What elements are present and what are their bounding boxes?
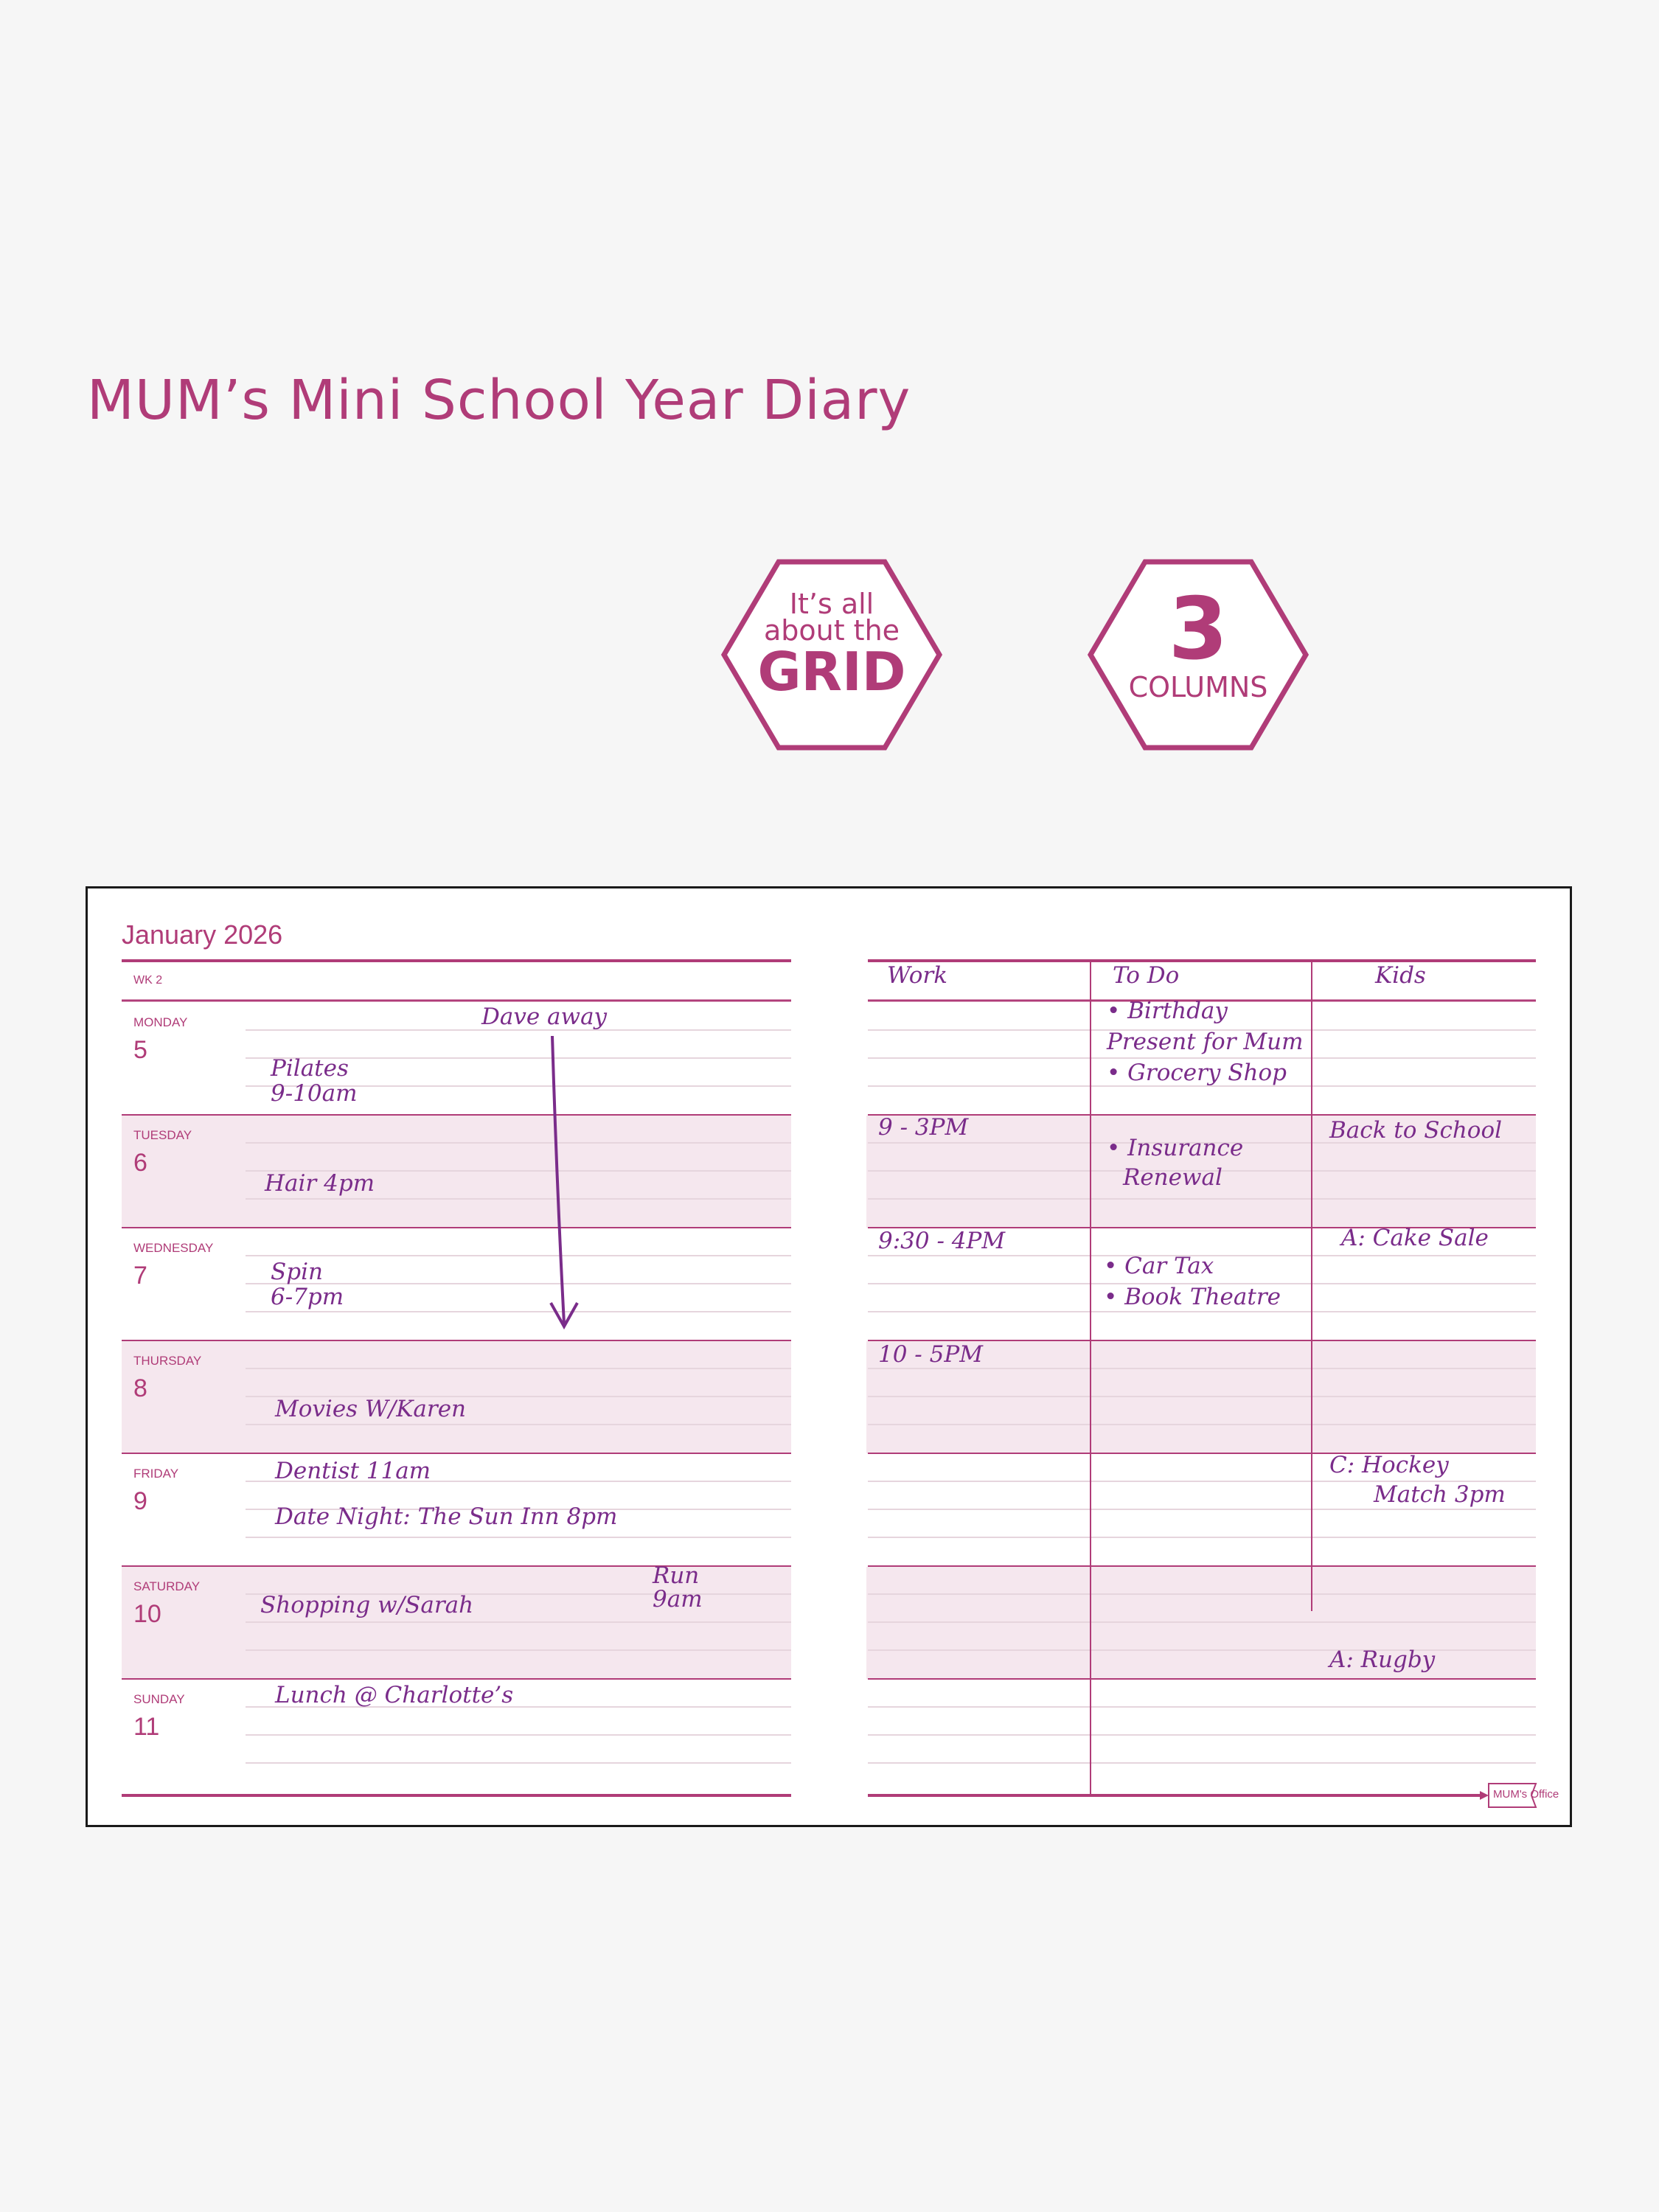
grid-badge-line2: about the — [763, 614, 900, 647]
work-wednesday: 9:30 - 4PM — [878, 1228, 1006, 1254]
todo-present: Present for Mum — [1107, 1029, 1304, 1055]
office-tag: MUM's Office — [1493, 1788, 1559, 1801]
column-header-work: Work — [887, 962, 948, 989]
day-name: WEDNESDAY — [133, 1241, 214, 1255]
note-movies: Movies W/Karen — [275, 1396, 467, 1422]
note-dave-away: Dave away — [481, 1004, 608, 1030]
column-header-todo: To Do — [1113, 962, 1180, 989]
kids-hockey-time: Match 3pm — [1374, 1481, 1506, 1508]
work-tuesday: 9 - 3PM — [878, 1114, 969, 1141]
day-name: TUESDAY — [133, 1128, 192, 1142]
todo-grocery: • Grocery Shop — [1107, 1060, 1287, 1086]
note-run: Run — [653, 1562, 700, 1589]
note-date-night: Date Night: The Sun Inn 8pm — [275, 1503, 618, 1530]
kids-hockey: C: Hockey — [1329, 1452, 1449, 1478]
day-name: FRIDAY — [133, 1467, 179, 1481]
kids-back-to-school: Back to School — [1329, 1117, 1503, 1144]
note-pilates-time: 9-10am — [271, 1080, 358, 1107]
grid-badge-line1: It’s all — [789, 588, 874, 620]
column-header-kids: Kids — [1375, 962, 1426, 989]
work-thursday: 10 - 5PM — [878, 1341, 983, 1368]
todo-renewal: Renewal — [1123, 1164, 1222, 1191]
note-run-time: 9am — [653, 1586, 703, 1613]
grid-badge-line3: GRID — [757, 641, 906, 703]
day-name: MONDAY — [133, 1015, 188, 1029]
day-date: 6 — [133, 1149, 147, 1177]
note-pilates: Pilates — [271, 1055, 349, 1082]
todo-car-tax: • Car Tax — [1104, 1253, 1214, 1279]
day-date: 11 — [133, 1713, 160, 1741]
note-spin-time: 6-7pm — [271, 1284, 344, 1310]
day-date: 8 — [133, 1374, 147, 1402]
todo-book-theatre: • Book Theatre — [1104, 1284, 1281, 1310]
note-hair: Hair 4pm — [265, 1170, 375, 1197]
note-lunch: Lunch @ Charlotte’s — [275, 1682, 514, 1708]
kids-cake-sale: A: Cake Sale — [1341, 1225, 1489, 1251]
month-title: January 2026 — [122, 919, 283, 950]
day-date: 5 — [133, 1036, 147, 1064]
week-label: WK 2 — [133, 974, 163, 987]
day-date: 7 — [133, 1262, 147, 1290]
grid-badge — [721, 559, 942, 751]
note-spin: Spin — [271, 1259, 323, 1285]
day-date: 9 — [133, 1487, 147, 1515]
columns-badge-label: COLUMNS — [1128, 671, 1268, 703]
columns-badge — [1088, 559, 1309, 751]
day-name: SUNDAY — [133, 1692, 185, 1706]
todo-birthday: • Birthday — [1107, 998, 1228, 1024]
day-name: SATURDAY — [133, 1579, 201, 1593]
todo-insurance: • Insurance — [1107, 1135, 1244, 1161]
day-name: THURSDAY — [133, 1354, 202, 1368]
diary-spread — [86, 886, 1572, 1827]
note-shopping: Shopping w/Sarah — [260, 1592, 474, 1618]
columns-badge-number: 3 — [1168, 580, 1228, 679]
page-title: MUM’s Mini School Year Diary — [87, 369, 911, 432]
note-dentist: Dentist 11am — [275, 1458, 431, 1484]
day-date: 10 — [133, 1600, 161, 1628]
kids-rugby: A: Rugby — [1329, 1646, 1436, 1673]
